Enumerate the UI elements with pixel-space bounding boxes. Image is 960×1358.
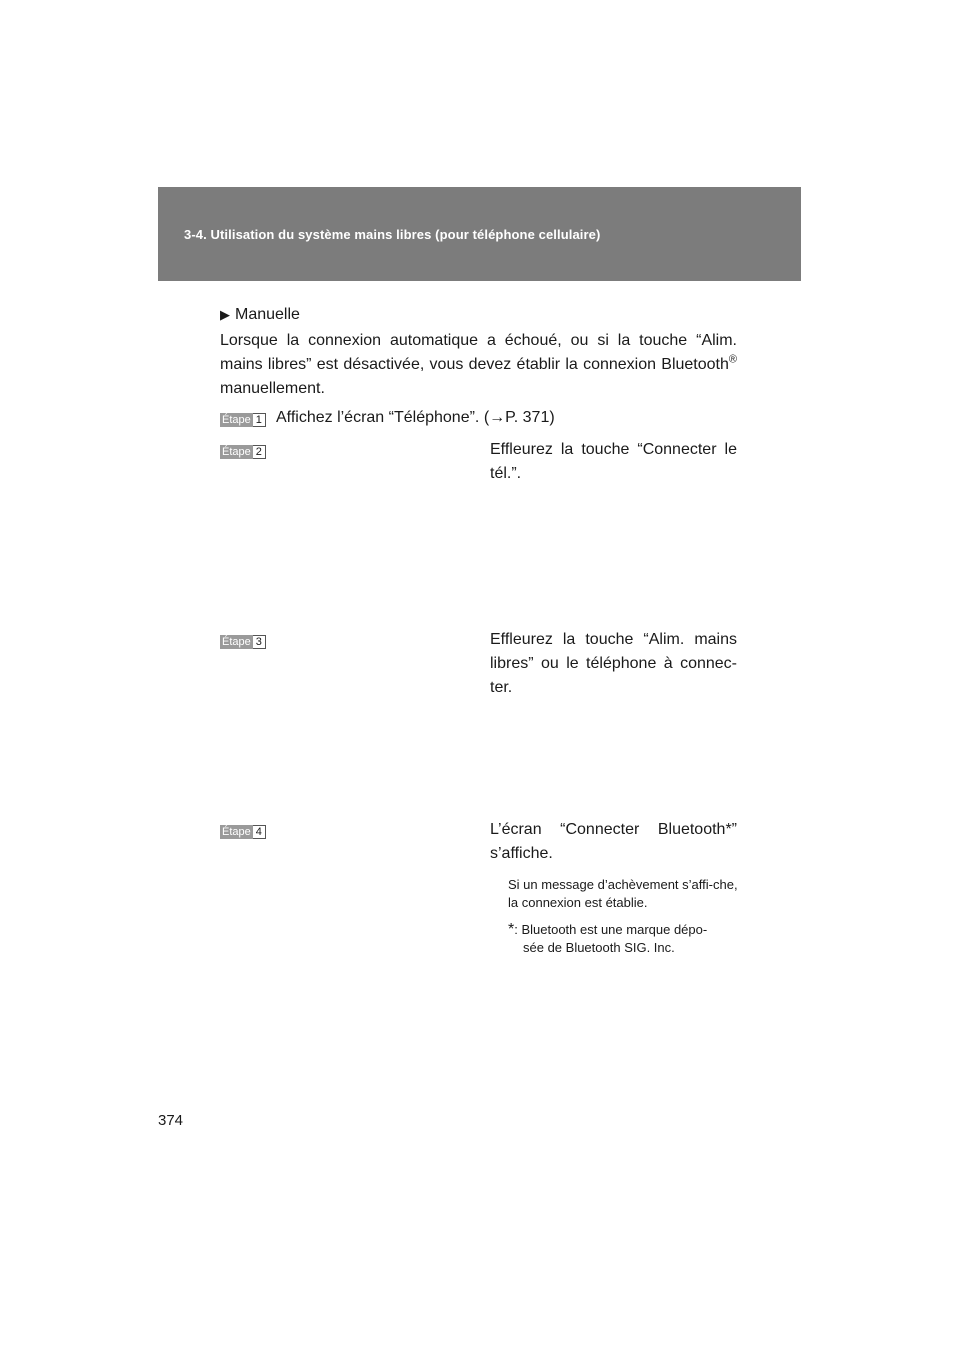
step-label: Étape: [222, 414, 251, 426]
chapter-header-band: [158, 187, 801, 281]
step-1-text: Affichez l’écran “Téléphone”. (→P. 371): [276, 409, 555, 426]
step-4-text: L’écran “Connecter Bluetooth*” s’affiche.: [490, 821, 737, 862]
intro-paragraph: [220, 329, 737, 401]
chapter-title: 3-4. Utilisation du système mains libres (pour téléphone cellulaire): [184, 227, 601, 242]
registered-mark: ®: [728, 353, 737, 366]
step-badge-3: [220, 635, 270, 649]
intro-text: Lorsque la connexion automatique a échoué, ou si la touche “Alim. mains libres” est désactivée, vous devez établir la connexion Bluetooth: [220, 332, 737, 373]
completion-note: Si un message d’achèvement s’affi-che, la connexion est établie.: [508, 877, 738, 910]
footnote-marker: *: [508, 921, 515, 938]
triangle-right-icon: ▶: [220, 307, 230, 322]
page-number: 374: [158, 1112, 184, 1129]
step-number: 3: [253, 635, 266, 649]
step-label: Étape: [222, 636, 251, 648]
step-2-text: Effleurez la touche “Connecter le tél.”.: [490, 441, 737, 482]
step-3-text: Effleurez la touche “Alim. mains libres” ou le téléphone à connec-ter.: [490, 631, 737, 696]
footnote: [508, 921, 740, 957]
step-badge-2: [220, 445, 270, 459]
step-label: Étape: [222, 446, 251, 458]
step-badge-4: [220, 825, 270, 839]
section-heading: [220, 306, 300, 324]
footnote-text-rest: sée de Bluetooth SIG. Inc.: [523, 940, 675, 955]
section-title-text: Manuelle: [235, 306, 300, 323]
footnote-text-first: : Bluetooth est une marque dépo-: [514, 922, 708, 937]
step-badge-1: [220, 413, 270, 427]
step-number: 4: [253, 825, 266, 839]
step-label: Étape: [222, 826, 251, 838]
intro-text-end: manuellement.: [220, 380, 325, 397]
step-number: 2: [253, 445, 266, 459]
step-number: 1: [253, 413, 266, 427]
